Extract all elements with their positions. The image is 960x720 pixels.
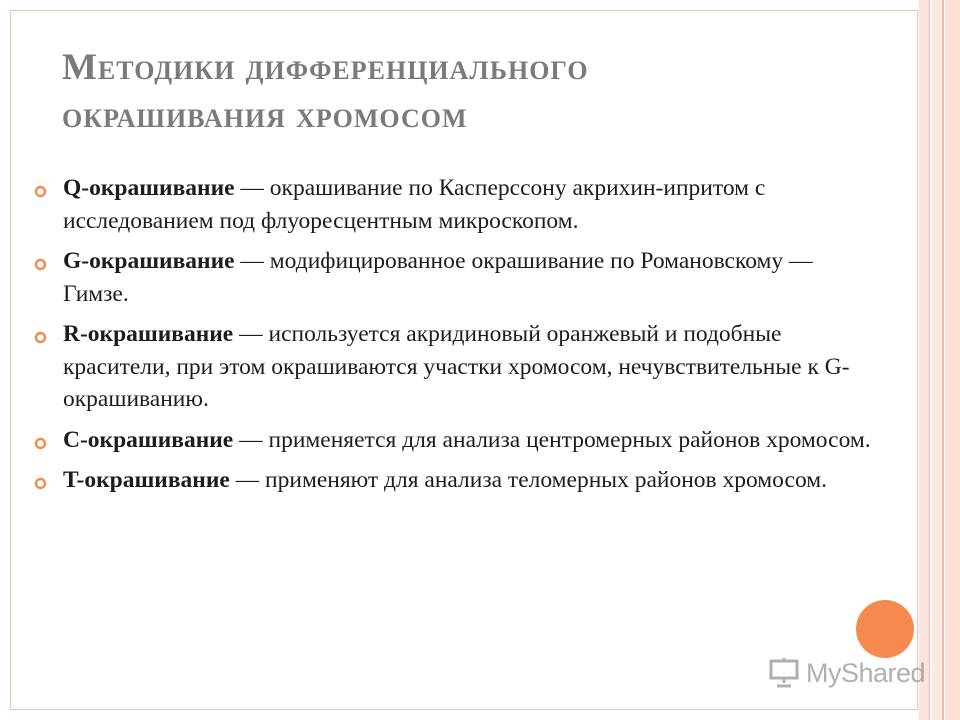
bullet-text: применяется для анализа центромерных районов хромосом.	[268, 426, 871, 453]
bullet-term: Q-окрашивание	[63, 175, 235, 201]
bullet-term: C-окрашивание	[63, 426, 234, 453]
bullet-circle-icon	[34, 477, 47, 490]
bullet-dash: —	[229, 467, 266, 493]
bullet-text: окрашивание по Касперссону акрихин-ипритом с исследованием под флуоресцентным микроскопом.	[63, 175, 766, 234]
bullet-circle-icon	[34, 185, 47, 198]
decor-orange-circle	[856, 600, 914, 658]
bullet-circle-icon	[34, 437, 47, 450]
watermark-text: MyShared	[806, 657, 926, 688]
decor-stripe	[932, 0, 941, 720]
bullet-text: модифицированное окрашивание по Романовскому — Гимзе.	[63, 248, 813, 307]
decor-stripe	[929, 0, 930, 720]
bullet-circle-icon	[34, 331, 47, 344]
bullet-dash: —	[234, 248, 270, 274]
bullet-item-g	[34, 245, 884, 310]
bullet-circle-icon	[34, 258, 47, 271]
presentation-board-icon	[768, 658, 800, 688]
bullet-dash: —	[233, 426, 269, 453]
bullet-item-c	[34, 424, 884, 457]
bullet-dash: —	[234, 175, 270, 201]
bullet-term: R-окрашивание	[63, 321, 234, 347]
bullet-item-r	[34, 318, 884, 416]
bullet-item-t	[34, 464, 884, 497]
bullet-term: T-окрашивание	[63, 467, 230, 493]
bullet-item-q	[34, 172, 884, 237]
decor-stripe	[945, 0, 960, 720]
slide-title-line-2: окрашивания хромосом	[62, 95, 468, 136]
slide-title-line-1: Методики дифференциального	[62, 47, 589, 88]
bullet-dash: —	[233, 321, 269, 347]
slide-title	[62, 44, 882, 140]
bullet-text: применяют для анализа теломерных районов хромосом.	[265, 467, 827, 493]
decor-stripe	[942, 0, 944, 720]
decor-stripe	[919, 0, 929, 720]
bullet-list	[34, 172, 884, 505]
watermark	[768, 655, 925, 691]
bullet-term: G-окрашивание	[63, 248, 235, 274]
bullet-text: используется акридиновый оранжевый и подобные красители, при этом окрашиваются участки хромосом, нечувствительные к G-окрашиванию.	[63, 321, 850, 412]
